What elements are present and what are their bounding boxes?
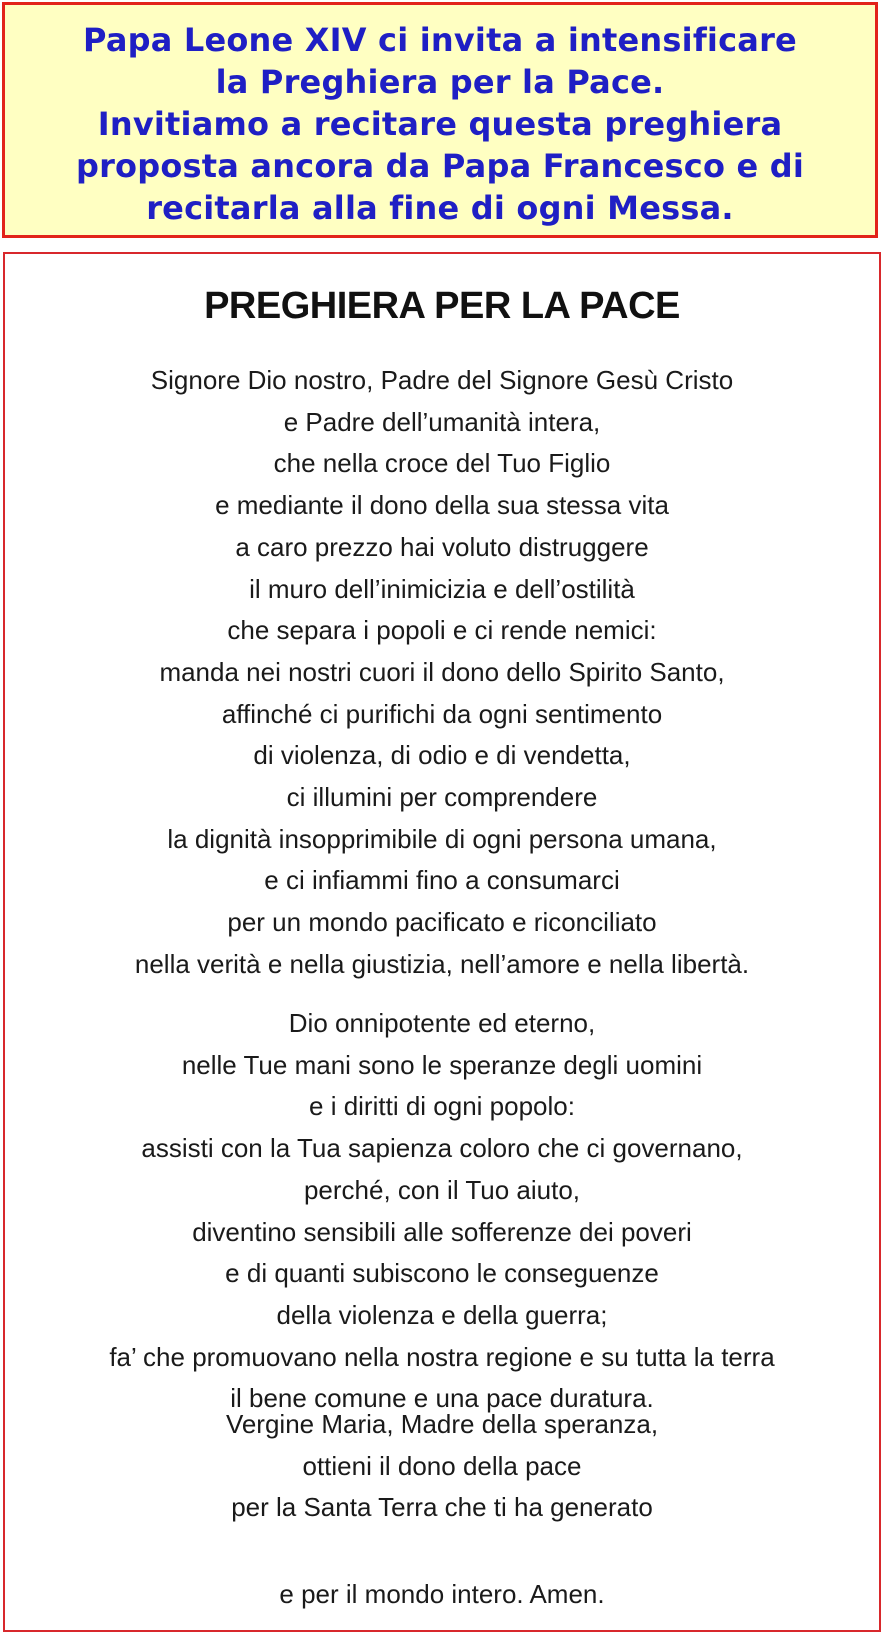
announcement-line: Papa Leone XIV ci invita a intensificare — [83, 21, 797, 59]
prayer-line: per la Santa Terra che ti ha generato — [231, 1492, 653, 1523]
prayer-line: Signore Dio nostro, Padre del Signore Gesù Cristo — [150, 365, 734, 395]
prayer-line: nella verità e nella giustizia, nell’amore e nella libertà. — [134, 948, 750, 979]
prayer-line: e i diritti di ogni popolo: — [309, 1091, 575, 1122]
prayer-line: a caro prezzo hai voluto distruggere — [235, 531, 649, 562]
prayer-line: perché, con il Tuo aiuto, — [303, 1174, 581, 1205]
prayer-card — [3, 252, 881, 1632]
prayer-title: PREGHIERA PER LA PACE — [204, 285, 680, 327]
prayer-stanza-3 — [5, 1404, 879, 1529]
prayer-line: che separa i popoli e ci rende nemici: — [227, 615, 657, 646]
prayer-line: diventino sensibili alle sofferenze dei poveri — [192, 1216, 692, 1247]
prayer-line: assisti con la Tua sapienza coloro che ci governano, — [141, 1133, 743, 1164]
prayer-line: che nella croce del Tuo Figlio — [273, 448, 611, 479]
prayer-stanza-1 — [5, 360, 879, 986]
announcement-line: proposta ancora da Papa Francesco e di — [75, 147, 805, 185]
prayer-line: Dio onnipotente ed eterno, — [288, 1008, 596, 1038]
prayer-line: e ci infiammi fino a consumarci — [264, 865, 620, 896]
prayer-line: manda nei nostri cuori il dono dello Spirito Santo, — [159, 656, 725, 687]
prayer-line: il muro dell’inimicizia e dell’ostilità — [249, 573, 635, 604]
prayer-line: la dignità insopprimibile di ogni persona umana, — [167, 823, 717, 854]
prayer-line: il bene comune e una pace duratura. — [230, 1383, 654, 1414]
announcement-banner — [2, 2, 878, 238]
prayer-line: ottieni il dono della pace — [302, 1450, 582, 1481]
announcement-line: Invitiamo a recitare questa preghiera — [97, 105, 783, 143]
prayer-line: fa’ che promuovano nella nostra regione e su tutta la terra — [109, 1341, 775, 1372]
prayer-line: e Padre dell’umanità intera, — [283, 406, 601, 437]
announcement-line: la Preghiera per la Pace. — [215, 63, 665, 101]
prayer-closing-amen: e per il mondo intero. Amen. — [279, 1579, 605, 1609]
prayer-line: della violenza e della guerra; — [276, 1299, 608, 1330]
prayer-line: Vergine Maria, Madre della speranza, — [225, 1409, 659, 1439]
prayer-stanza-2 — [5, 1003, 879, 1420]
prayer-line: nelle Tue mani sono le speranze degli uomini — [181, 1049, 703, 1080]
prayer-line: e mediante il dono della sua stessa vita — [215, 490, 669, 521]
prayer-line: di violenza, di odio e di vendetta, — [253, 740, 631, 771]
announcement-line: recitarla alla fine di ogni Messa. — [146, 189, 734, 227]
prayer-line: per un mondo pacificato e riconciliato — [227, 907, 657, 938]
prayer-line: e di quanti subiscono le conseguenze — [225, 1258, 659, 1289]
prayer-line: ci illumini per comprendere — [286, 782, 598, 813]
prayer-line: affinché ci purifichi da ogni sentimento — [221, 698, 663, 729]
